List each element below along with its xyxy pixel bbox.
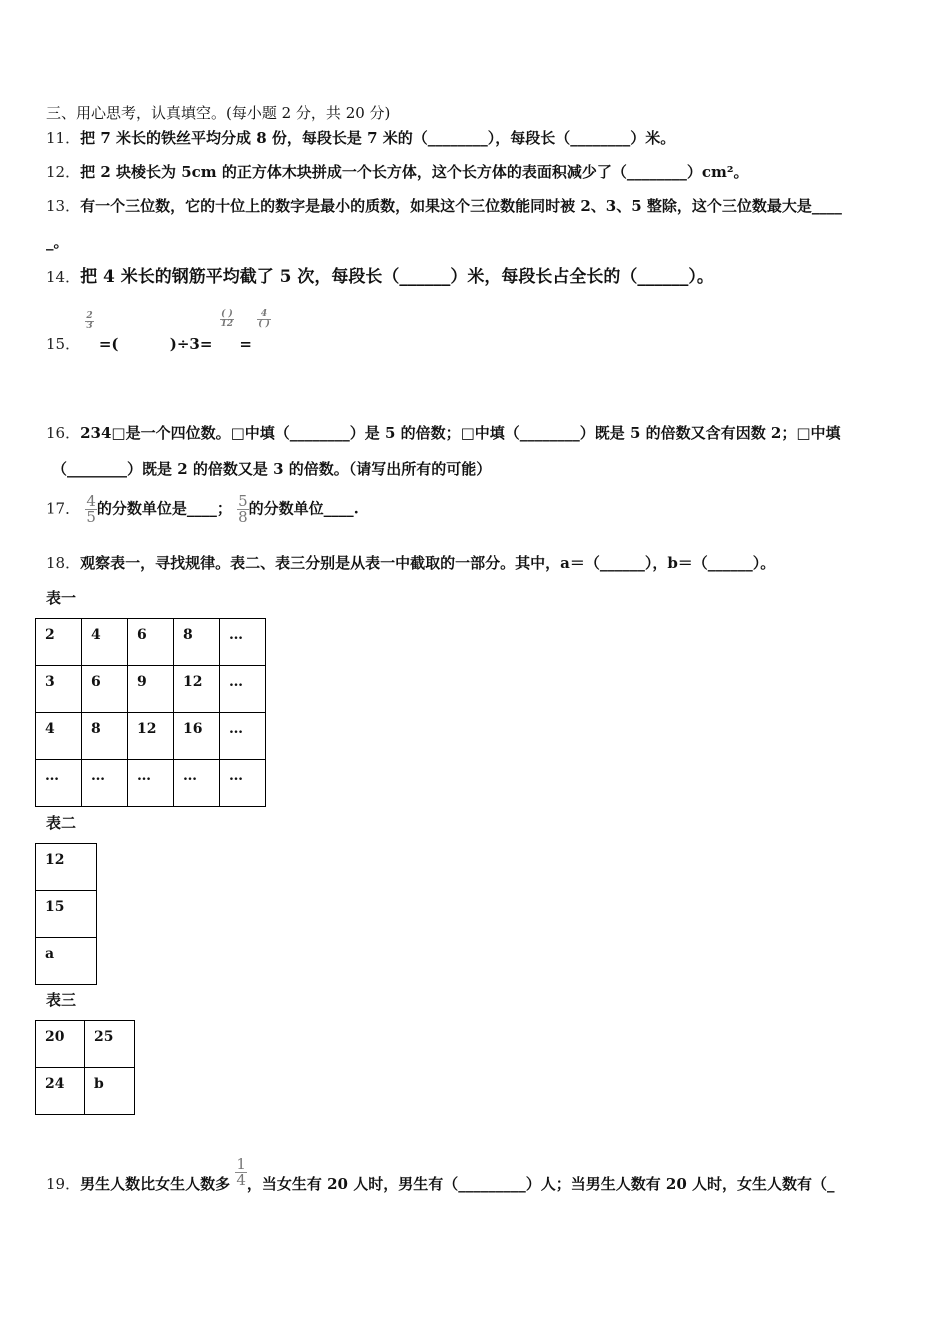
fraction-two-thirds: $\frac{2}{3}$ bbox=[86, 310, 93, 331]
question-text: 的分数单位是____； bbox=[96, 499, 232, 518]
table-cell: … bbox=[220, 760, 266, 807]
table-cell: 12 bbox=[128, 713, 174, 760]
table-row bbox=[36, 619, 266, 666]
expression-part: =( bbox=[98, 335, 119, 353]
question-text: 234□是一个四位数。□中填（________）是 5 的倍数；□中填（________）既是 5 的倍数又含有因数 2；□中填 bbox=[80, 424, 841, 442]
question-18 bbox=[46, 553, 775, 573]
table-cell: … bbox=[220, 666, 266, 713]
table-cell: 15 bbox=[36, 891, 97, 938]
table-cell: 12 bbox=[174, 666, 220, 713]
table-row bbox=[36, 666, 266, 713]
question-16-continuation: （________）既是 2 的倍数又是 3 的倍数。（请写出所有的可能） bbox=[52, 460, 492, 478]
table-cell: 16 bbox=[174, 713, 220, 760]
expression-part: )÷3= bbox=[169, 335, 213, 353]
question-text: 的分数单位____. bbox=[248, 499, 359, 518]
table-cell: … bbox=[128, 760, 174, 807]
question-13-continuation: _。 bbox=[46, 233, 69, 251]
question-number: 11． bbox=[46, 129, 81, 147]
section-title: 三、用心思考，认真填空。(每小题 2 分，共 20 分) bbox=[46, 104, 391, 122]
table2-label: 表二 bbox=[46, 814, 77, 832]
question-text: 有一个三位数，它的十位上的数字是最小的质数，如果这个三位数能同时被 2、3、5 整除，这个三位数最大是____ bbox=[80, 197, 842, 215]
table-cell: 3 bbox=[36, 666, 82, 713]
fraction-blank-over-12: $\frac{( )}{12}$ bbox=[220, 308, 234, 329]
table-row bbox=[36, 1021, 135, 1068]
table-cell: … bbox=[174, 760, 220, 807]
table-row bbox=[36, 844, 97, 891]
question-number: 17． bbox=[46, 499, 81, 518]
table-row bbox=[36, 713, 266, 760]
table-cell: 24 bbox=[36, 1068, 85, 1115]
table-cell: … bbox=[36, 760, 82, 807]
table-cell: 4 bbox=[82, 619, 128, 666]
table-cell: … bbox=[220, 619, 266, 666]
table-cell: … bbox=[82, 760, 128, 807]
fraction-four-fifths: $\frac{4}{5}$ bbox=[86, 492, 96, 526]
table-cell: 4 bbox=[36, 713, 82, 760]
question-number: 13． bbox=[46, 197, 81, 215]
question-number: 15． bbox=[46, 335, 81, 353]
question-text: ，当女生有 20 人时，男生有（_________）人；当男生人数有 20 人时，女生人数有（_ bbox=[246, 1174, 835, 1193]
question-13 bbox=[46, 196, 842, 216]
table-cell: b bbox=[85, 1068, 135, 1115]
table-cell: 25 bbox=[85, 1021, 135, 1068]
table-row bbox=[36, 1068, 135, 1115]
question-text: 观察表一，寻找规律。表二、表三分别是从表一中截取的一部分。其中，a＝（______），b＝（______）。 bbox=[80, 554, 776, 572]
question-text: 把 2 块棱长为 5cm 的正方体木块拼成一个长方体，这个长方体的表面积减少了（________）cm²。 bbox=[80, 163, 749, 181]
table3-label: 表三 bbox=[46, 991, 77, 1009]
table-cell: 9 bbox=[128, 666, 174, 713]
fraction-one-quarter: $\frac{1}{4}$ bbox=[236, 1155, 246, 1189]
question-number: 16． bbox=[46, 424, 81, 442]
equals-sign: = bbox=[239, 335, 252, 353]
table-cell: 8 bbox=[174, 619, 220, 666]
question-number: 14． bbox=[46, 268, 81, 286]
question-text: 男生人数比女生人数多 bbox=[80, 1174, 231, 1193]
table1-label: 表一 bbox=[46, 589, 77, 607]
question-number: 18． bbox=[46, 554, 81, 572]
question-number: 19． bbox=[46, 1174, 81, 1193]
question-11 bbox=[46, 128, 675, 148]
question-17 bbox=[46, 494, 359, 525]
table-1 bbox=[35, 618, 266, 807]
question-14 bbox=[46, 267, 714, 287]
question-text: 把 4 米长的钢筋平均截了 5 次，每段长（______）米，每段长占全长的（______）。 bbox=[80, 267, 714, 287]
table-cell: 12 bbox=[36, 844, 97, 891]
table-row bbox=[36, 891, 97, 938]
table-row bbox=[36, 938, 97, 985]
table-cell: 2 bbox=[36, 619, 82, 666]
question-16 bbox=[46, 423, 841, 443]
table-cell: a bbox=[36, 938, 97, 985]
fraction-five-eighths: $\frac{5}{8}$ bbox=[238, 492, 248, 526]
question-12 bbox=[46, 162, 748, 182]
table-2 bbox=[35, 843, 97, 985]
table-cell: 6 bbox=[128, 619, 174, 666]
question-number: 12． bbox=[46, 163, 81, 181]
question-19 bbox=[46, 1145, 835, 1193]
fraction-four-over-blank: $\frac{4}{( )}$ bbox=[258, 308, 270, 329]
table-cell: 8 bbox=[82, 713, 128, 760]
table-cell: … bbox=[220, 713, 266, 760]
question-15 bbox=[46, 308, 271, 353]
table-3 bbox=[35, 1020, 135, 1115]
table-cell: 20 bbox=[36, 1021, 85, 1068]
table-cell: 6 bbox=[82, 666, 128, 713]
table-row bbox=[36, 760, 266, 807]
question-text: 把 7 米长的铁丝平均分成 8 份，每段长是 7 米的（________），每段长（________）米。 bbox=[80, 129, 676, 147]
